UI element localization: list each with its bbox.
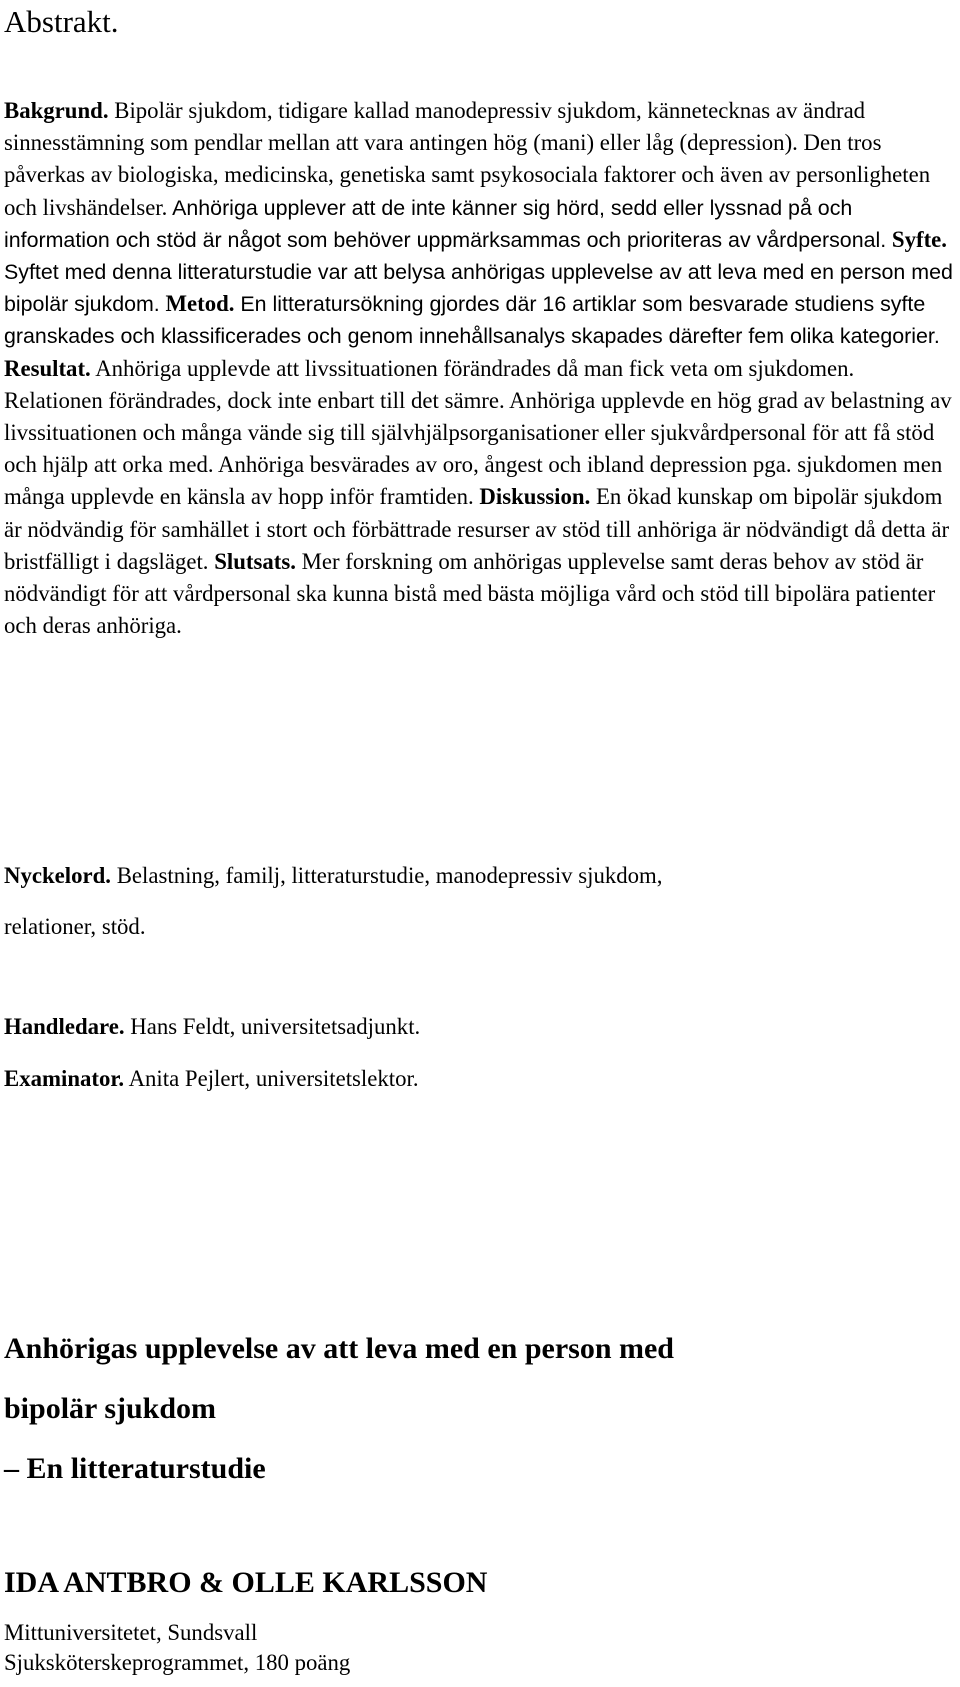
metod-label: Metod. (159, 291, 235, 317)
keywords-line-2: relationer, stöd. (4, 914, 146, 939)
bakgrund-label: Bakgrund. (4, 98, 109, 123)
resultat-text: Anhöriga upplevde att livssituationen förändrades då man fick veta om sjukdomen. Relationen förändrades, dock inte enbart till det sämre. Anhöriga upplevde en hög grad av belastning av livssituationen och många vände sig till självhjälpsorganisationer eller sjukvårdpersonal för att få stöd och hjälp att orka med. Anhöriga besvärades av oro, ångest och ibland depression pga. sjukdomen men många upplevde en känsla av hopp inför framtiden. (4, 355, 952, 510)
keywords-line-1 (4, 860, 956, 892)
resultat-label: Resultat. (4, 355, 91, 381)
diskussion-label: Diskussion. (473, 484, 591, 510)
slutsats-label: Slutsats. (208, 548, 296, 574)
bakgrund-text: Bipolär sjukdom, tidigare kallad manodepressiv sjukdom, kännetecknas av ändrad sinnesstämning som pendlar mellan att vara antingen hög (mani) eller låg (depression). Den tros påverkas av biologiska, medicinska, genetiska samt psykosociala faktorer och även av personligheten och livshändelser. (4, 98, 931, 220)
handledare-label: Handledare. (4, 1014, 125, 1039)
abstract-body (4, 95, 956, 642)
thesis-title-line-2: bipolär sjukdom (4, 1392, 217, 1425)
thesis-title-line-1: Anhörigas upplevelse av att leva med en person med (4, 1332, 674, 1365)
syfte-text: Syftet med denna litteraturstudie var att belysa anhörigas upplevelse av att leva med en person med bipolär sjukdom. (4, 260, 953, 317)
program: Sjuksköterskeprogrammet, 180 poäng (4, 1650, 351, 1675)
keywords-label: Nyckelord. (4, 863, 112, 888)
abstract-heading: Abstrakt. (4, 4, 119, 39)
examinator-line (4, 1063, 419, 1095)
keywords-text-1: Belastning, familj, litteraturstudie, manodepressiv sjukdom, (111, 863, 663, 888)
thesis-subtitle: – En litteraturstudie (4, 1452, 266, 1485)
slutsats-text: Mer forskning om anhörigas upplevelse samt deras behov av stöd är nödvändigt för att vårdpersonal ska kunna bistå med bästa möjliga vård och stöd till bipolära patienter och deras anhöriga. (4, 548, 936, 639)
examinator-value: Anita Pejlert, universitetslektor. (124, 1066, 419, 1091)
handledare-value: Hans Feldt, universitetsadjunkt. (124, 1014, 421, 1039)
authors: IDA ANTBRO & OLLE KARLSSON (4, 1566, 488, 1599)
examinator-label: Examinator. (4, 1066, 125, 1091)
syfte-label: Syfte. (886, 226, 947, 252)
handledare-line (4, 1011, 420, 1043)
bakgrund-text-continued: Anhöriga upplever att de inte känner sig hörd, sedd eller lyssnad på och information och stöd är något som behöver uppmärksammas och prioriteras av vårdpersonal. (4, 195, 887, 252)
metod-text: En litteratursökning gjordes där 16 artiklar som besvarade studiens syfte granskades och klassificerades och genom innehållsanalys skapades därefter fem olika kategorier. (4, 292, 940, 349)
diskussion-text: En ökad kunskap om bipolär sjukdom är nödvändig för samhället i stort och förbättrade resurser av stöd till anhöriga är nödvändigt då detta är bristfälligt i dagsläget. (4, 484, 950, 574)
university: Mittuniversitetet, Sundsvall (4, 1620, 258, 1645)
